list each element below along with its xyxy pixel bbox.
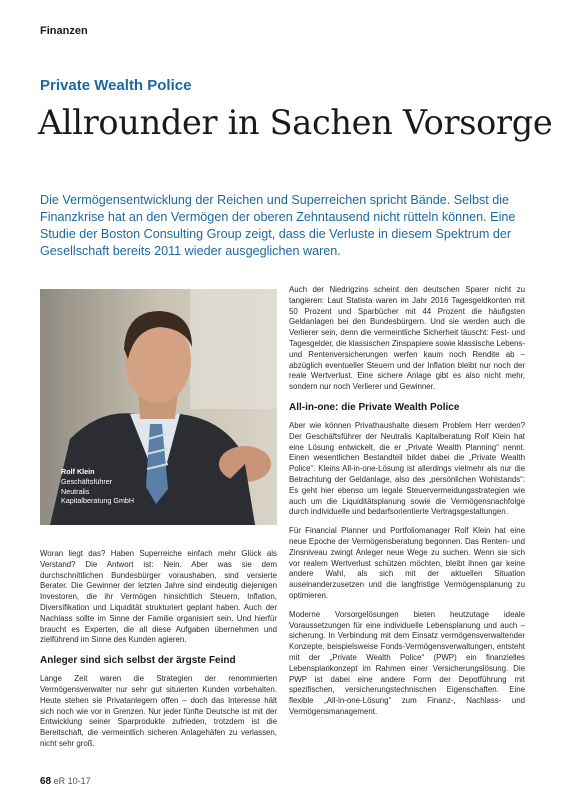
left-column <box>40 549 277 758</box>
page-footer <box>40 776 91 787</box>
subheading: Anleger sind sich selbst der ärgste Feind <box>40 655 236 667</box>
lead-paragraph: Die Vermögensentwicklung der Reichen und Superreichen spricht Bände. Selbst die Finanzkrise hat an den Vermögen der oberen Zehntausend nicht rütteln können. Eine Studie der Boston Consulting Group zeigt, dass die Verluste in diesem Spektrum der Gesellschaft bereits 2011 wieder ausgeglichen waren. <box>40 193 516 258</box>
right-column <box>289 285 525 726</box>
caption-company-line-2: Kapitalberatung GmbH <box>61 496 135 506</box>
subheading: All-in-one: die Private Wealth Police <box>289 401 460 413</box>
body-paragraph: Auch der Niedrigzins scheint den deutschen Sparer nicht zu tangieren: Laut Statista waren im Jahr 2016 Tagesgeldkonten mit 50 Prozent und Sparbücher mit 44 Prozent die häufigsten Geldanlagen bei den Bundesbürgern. Und sie werden auch die Verlierer sein, denn die vermeintliche Sicherheit täuscht: Fest- und Tagesgelder, die klassischen Zinspapiere sowie klassische Lebens- und Rentenversicherungen werfen kaum noch Rendite ab – abzüglich eventueller Steuern und der Inflation bleibt nur noch der reale Wertverlust. Eine sichere Anlage gibt es also nicht mehr, sondern nur noch Verlierer und Gewinner. <box>289 285 525 392</box>
body-paragraph: Aber wie können Privathaushalte diesem Problem Herr werden? Der Geschäftsführer der Neutralis Kapitalberatung Rolf Klein hat eine Lösung entwickelt, die er „Private Wealth Planning“ nennt. Einen wesentlichen Bestandteil bildet dabei die „Private Wealth Police“. Kleins All-in-one-Lösung ist allerdings vielmehr als nur die Betrachtung der Geldanlage, also des „persönlichen Wohlstands“: Es geht hier ebenso um legale Steuervermeidungsstrategien wie auch um die Liquiditätsplanung sowie die Vermögensnachfolge durch individuelle und bedarfsorientierte Vertragsgestaltungen. <box>289 420 525 517</box>
body-paragraph: Moderne Vorsorgelösungen bieten heutzutage ideale Voraussetzungen für eine individuelle Lebensplanung und auch –sicherung. In Verbindung mit dem Einsatz vermögensverwaltender Konzepte, beispielsweise Fonds-Vermögensverwaltungen, entsteht mit der „Private Wealth Police“ (PWP) ein finanzielles Lebensplankonzept im Rahmen einer Versicherungslösung. Die PWP ist dabei eine andere Form der Depotführung mit spezifischen, versicherungstechnischen Eigenschaften. Eine flexible „All-in-one-Lösung“ zum Finanz-, Nachlass- und Vermögensmanagement. <box>289 609 525 716</box>
page-number: 68 <box>40 776 52 787</box>
photo-caption <box>61 467 201 506</box>
headline: Allrounder in Sachen Vorsorge <box>38 103 553 142</box>
caption-company-line-1: Neutralis <box>61 486 90 496</box>
caption-name: Rolf Klein <box>61 467 95 476</box>
body-paragraph: Woran liegt das? Haben Superreiche einfach mehr Glück als Verstand? Die Antwort ist: Nein. Aber was sie dem durchschnittlichen Bundesbürger voraushaben, sind versierte Berater. Die Gewinner der letzten Jahre sind eindeutig diejenigen Investoren, die ihr Vermögen hinsichtlich Steuern, Inflation, Diversifikation und Liquidität strukturiert geplant haben. Auch der Nachlass sollte im Sinne der Familie organisiert sein. Und hierfür braucht es Experten, die all diese Aufgaben übernehmen und zielführend im Sinne des Kunden agieren. <box>40 549 277 645</box>
body-paragraph: Lange Zeit waren die Strategien der renommierten Vermögensverwalter nur sehr gut situierten Kunden vorbehalten. Heute stehen sie Privatanlegern offen – doch das Interesse hält sich noch wie vor in Grenzen. Nur jeder fünfte Deutsche ist mit der Entwicklung seiner Sparprodukte zufrieden, trotzdem ist die Bereitschaft, die vermeintlich sicheren Anlagehäfen zu verlassen, nicht sehr groß. <box>40 674 277 748</box>
body-paragraph: Für Financial Planner und Portfoliomanager Rolf Klein hat eine neue Epoche der Vermögensberatung begonnen. Das Renten- und Zinsniveau zwingt Anleger neue Wege zu suchen. Wenn sie sich vor realem Wertverlust schützen möchten, bleibt ihnen gar keine andere Wahl, als sich mit der aktuellen Situation auseinanderzusetzen und die langfristige Vermögensplanung zu optimieren. <box>289 526 525 600</box>
caption-role: Geschäftsführer <box>61 476 113 486</box>
section-label: Finanzen <box>40 25 88 37</box>
kicker: Private Wealth Police <box>40 77 192 94</box>
issue-label: eR 10-17 <box>53 776 91 786</box>
